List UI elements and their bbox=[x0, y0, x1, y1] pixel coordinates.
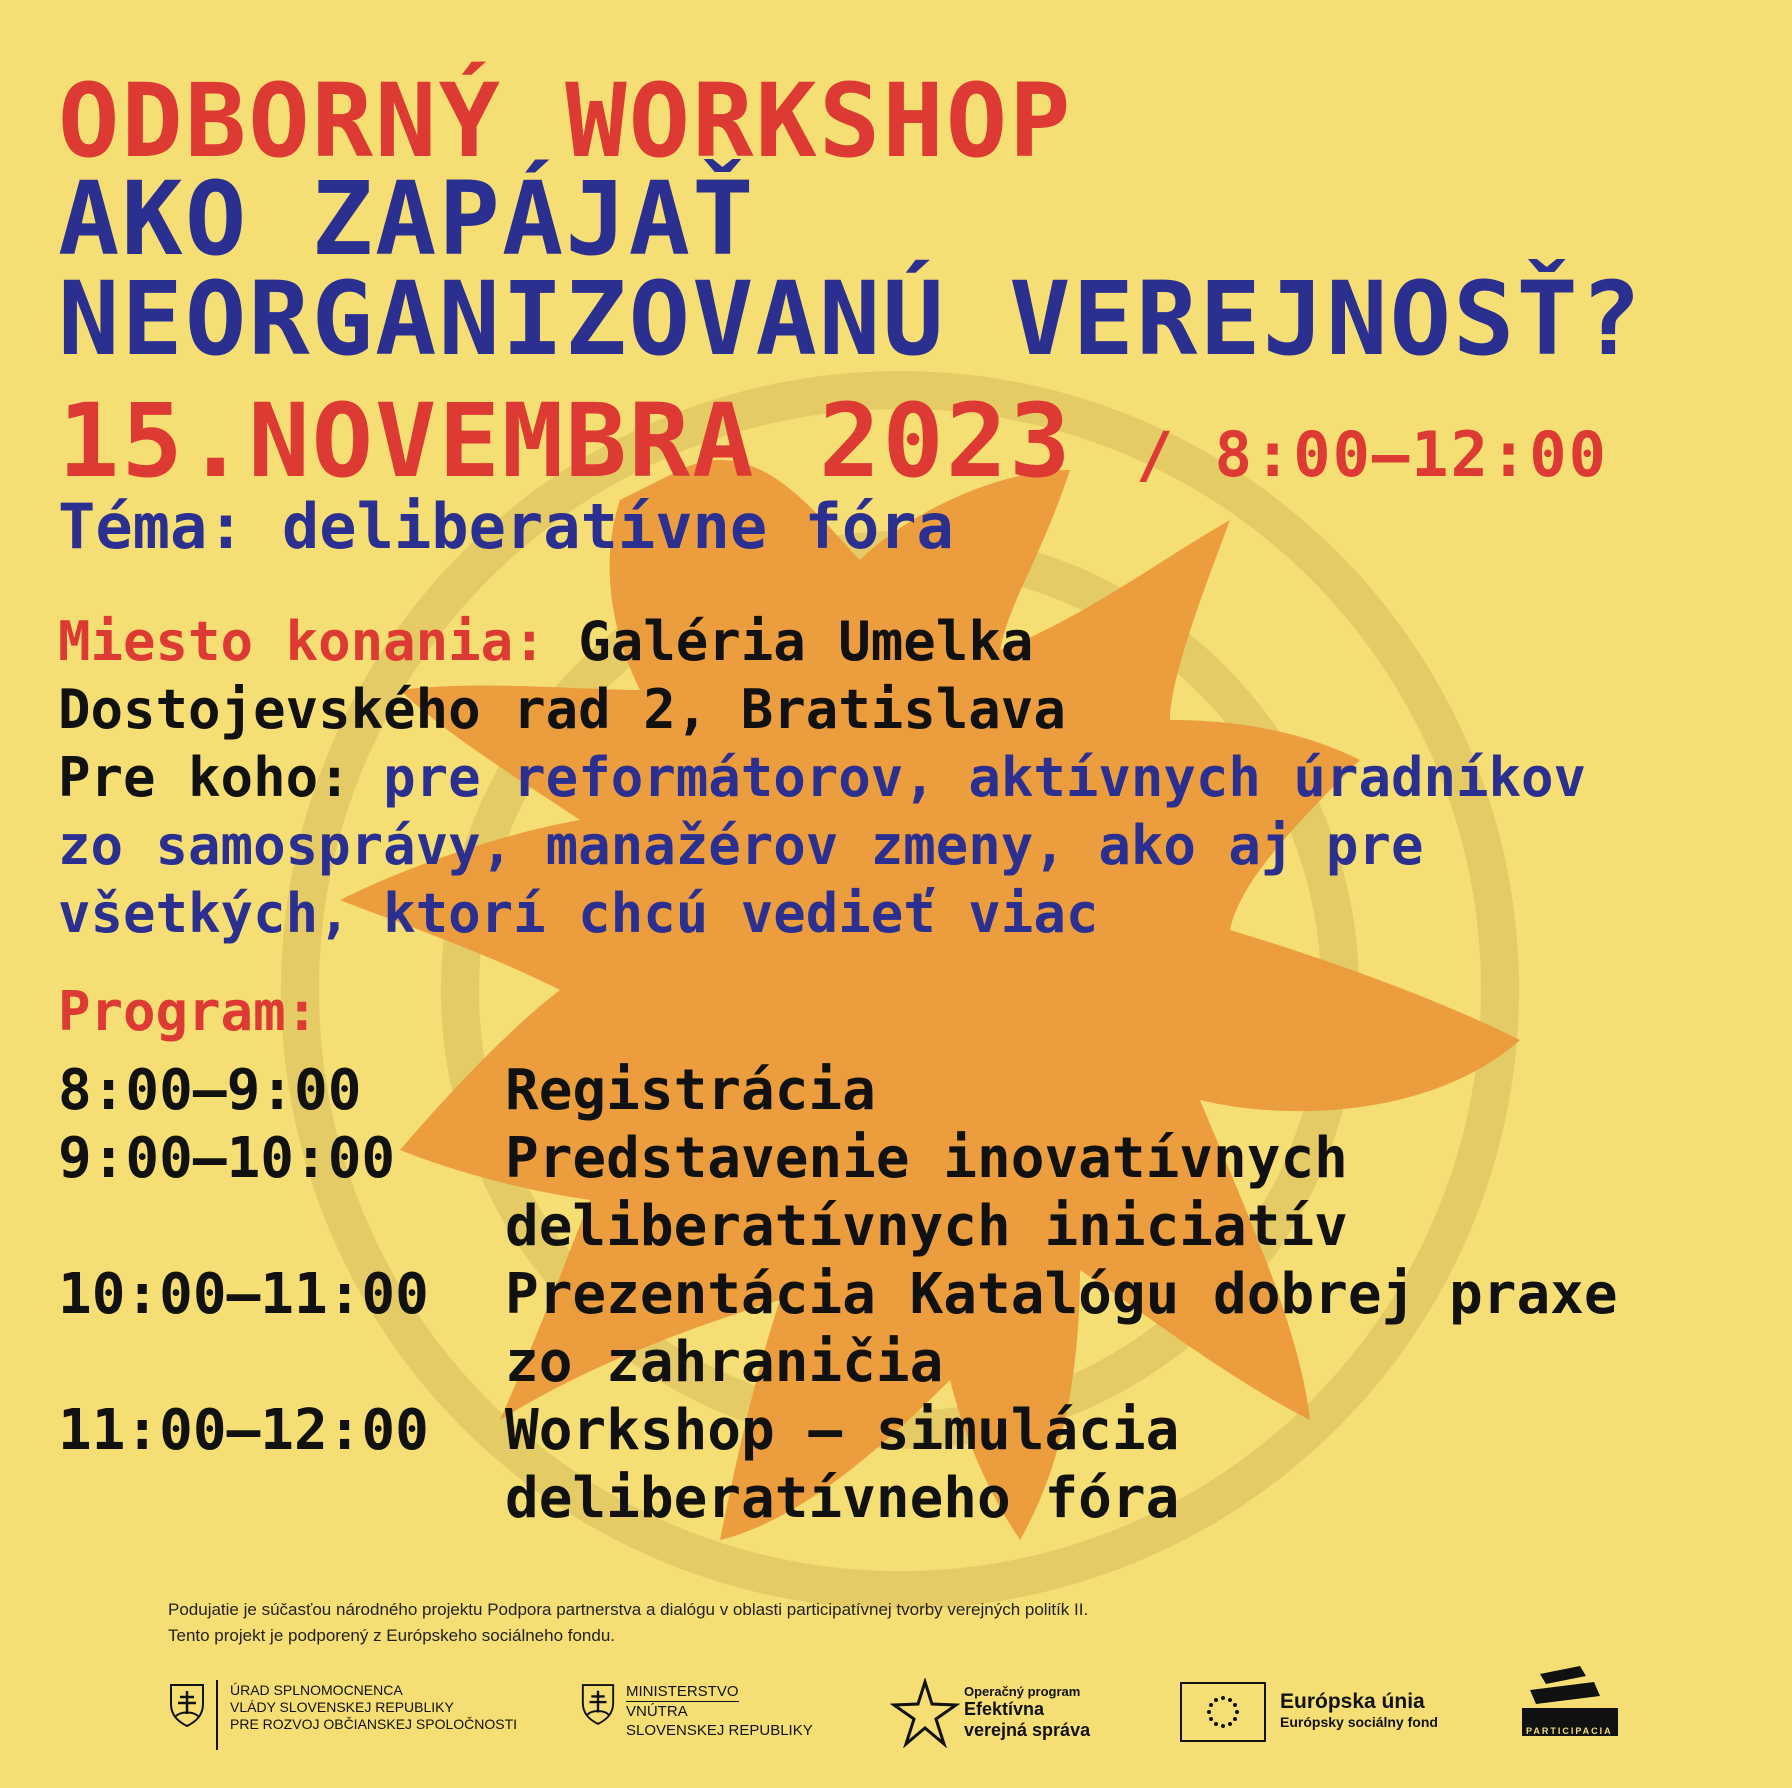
logo-urad-splnomocnenca bbox=[230, 1682, 517, 1733]
logo-divider bbox=[216, 1680, 218, 1750]
logo-text: MINISTERSTVO bbox=[626, 1683, 739, 1700]
program-time: 9:00–10:00 bbox=[58, 1126, 396, 1191]
slovak-coat-of-arms-icon bbox=[580, 1682, 616, 1726]
logo-text: Európska únia bbox=[1280, 1690, 1425, 1713]
program-title: Predstavenie inovatívnych bbox=[505, 1126, 1348, 1191]
logo-participacia-text: PARTICIPACIA bbox=[1526, 1726, 1613, 1736]
audience-text-3: všetkých, ktorí chcú vedieť viac bbox=[58, 882, 1099, 945]
logo-europska-unia bbox=[1280, 1690, 1438, 1730]
program-title: Prezentácia Katalógu dobrej praxe bbox=[505, 1262, 1618, 1327]
program-title-cont: deliberatívnych iniciatív bbox=[505, 1194, 1348, 1259]
logo-text: Efektívna bbox=[964, 1699, 1045, 1719]
logo-text: Európsky sociálny fond bbox=[1280, 1714, 1438, 1730]
program-title-cont: deliberatívneho fóra bbox=[505, 1466, 1180, 1531]
audience-text-1: pre reformátorov, aktívnych úradníkov bbox=[383, 746, 1587, 809]
logo-text: PRE ROZVOJ OBČIANSKEJ SPOLOČNOSTI bbox=[230, 1716, 518, 1732]
event-title-line-1: AKO ZAPÁJAŤ bbox=[58, 160, 756, 279]
logo-text: SLOVENSKEJ REPUBLIKY bbox=[626, 1722, 813, 1739]
event-title-line-2: NEORGANIZOVANÚ VEREJNOSŤ? bbox=[58, 260, 1644, 379]
logo-text: Operačný program bbox=[964, 1684, 1081, 1699]
logo-op-efektivna-verejna-sprava bbox=[964, 1684, 1090, 1741]
logo-text: ÚRAD SPLNOMOCNENCA bbox=[230, 1682, 403, 1698]
logo-ministerstvo-vnutra bbox=[626, 1682, 813, 1740]
logo-text: VNÚTRA bbox=[626, 1703, 688, 1720]
footer-note: Tento projekt je podporený z Európskeho sociálneho fondu. bbox=[168, 1626, 616, 1645]
event-type-heading: ODBORNÝ WORKSHOP bbox=[58, 62, 1073, 181]
program-time: 10:00–11:00 bbox=[58, 1262, 429, 1327]
program-label: Program: bbox=[58, 980, 319, 1043]
audience-label: Pre koho: bbox=[58, 746, 351, 809]
event-topic: Téma: deliberatívne fóra bbox=[58, 490, 954, 563]
event-day: 15.NOVEMBRA 2023 bbox=[58, 382, 1073, 501]
slovak-coat-of-arms-icon bbox=[168, 1682, 206, 1728]
event-date bbox=[58, 382, 1608, 501]
program-title: Workshop – simulácia bbox=[505, 1398, 1180, 1463]
footer-note: Podujatie je súčasťou národného projektu Podpora partnerstva a dialógu v oblasti participatívnej tvorby verejných politík II. bbox=[168, 1600, 1089, 1619]
venue-name: Galéria Umelka bbox=[578, 610, 1034, 673]
venue-address: Dostojevského rad 2, Bratislava bbox=[58, 678, 1066, 741]
eu-flag-icon bbox=[1180, 1682, 1266, 1742]
venue bbox=[58, 610, 1033, 673]
logo-text: VLÁDY SLOVENSKEJ REPUBLIKY bbox=[230, 1699, 454, 1715]
program-time: 8:00–9:00 bbox=[58, 1058, 362, 1123]
op-star-icon bbox=[890, 1678, 960, 1748]
audience-text-2: zo samosprávy, manažérov zmeny, ako aj pre bbox=[58, 814, 1424, 877]
program-title-cont: zo zahraničia bbox=[505, 1330, 944, 1395]
event-time: / 8:00–12:00 bbox=[1135, 418, 1608, 491]
venue-label: Miesto konania: bbox=[58, 610, 546, 673]
program-title: Registrácia bbox=[505, 1058, 876, 1123]
audience bbox=[58, 746, 1586, 809]
program-time: 11:00–12:00 bbox=[58, 1398, 429, 1463]
logo-text: verejná správa bbox=[964, 1720, 1091, 1740]
